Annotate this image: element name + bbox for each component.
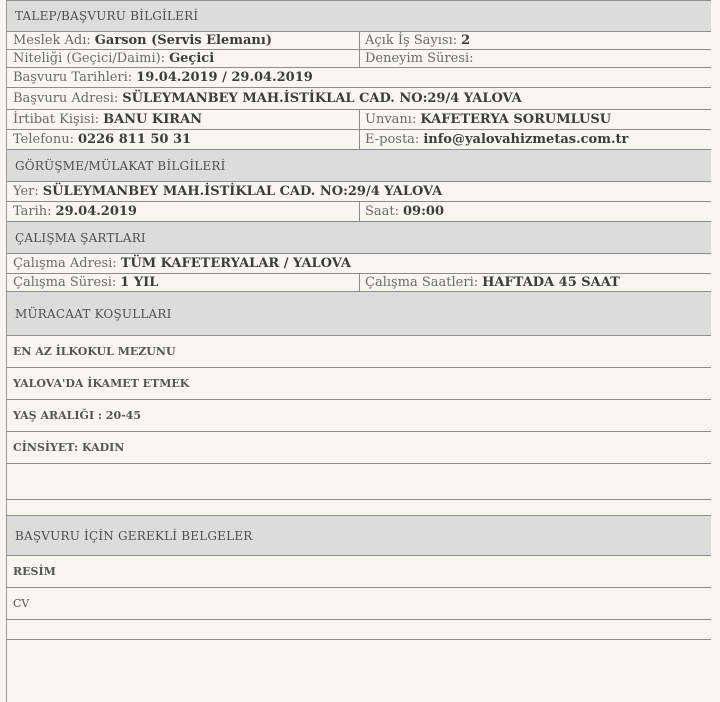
calisma-saat-value: HAFTADA 45 SAAT — [482, 275, 620, 290]
row-nitelik — [7, 50, 711, 68]
row-basvuru-tarih — [7, 68, 711, 88]
condition-text: YAŞ ARALIĞI : 20-45 — [13, 409, 141, 422]
irtibat-label: İrtibat Kişisi: — [13, 112, 100, 127]
deneyim-label: Deneyim Süresi: — [365, 51, 474, 66]
section-header-belgeler — [7, 516, 711, 556]
adres-value: SÜLEYMANBEY MAH.İSTİKLAL CAD. NO:29/4 YALOVA — [122, 91, 522, 106]
section-title: BAŞVURU İÇİN GEREKLİ BELGELER — [15, 528, 253, 543]
blank-row — [7, 620, 711, 640]
acik-value: 2 — [461, 33, 471, 48]
calisma-saat-label: Çalışma Saatleri: — [365, 275, 479, 290]
row-yer — [7, 182, 711, 202]
row-basvuru-adres — [7, 88, 711, 110]
muracaat-item — [7, 336, 711, 368]
condition-text: CİNSİYET: KADIN — [13, 441, 125, 454]
muracaat-item — [7, 432, 711, 464]
row-meslek — [7, 32, 711, 50]
nitelik-label: Niteliği (Geçici/Daimi): — [13, 51, 166, 66]
irtibat-value: BANU KIRAN — [103, 112, 203, 127]
telefon-value: 0226 811 50 31 — [77, 132, 192, 147]
row-calisma-adres — [7, 254, 711, 274]
muracaat-item — [7, 400, 711, 432]
calisma-adres-value: TÜM KAFETERYALAR / YALOVA — [120, 256, 351, 271]
tarih-value: 19.04.2019 / 29.04.2019 — [136, 70, 313, 85]
calisma-sure-label: Çalışma Süresi: — [13, 275, 117, 290]
meslek-value: Garson (Servis Elemanı) — [94, 33, 272, 48]
section-header-muracaat — [7, 292, 711, 336]
acik-cell — [359, 32, 470, 49]
section-title: GÖRÜŞME/MÜLAKAT BİLGİLERİ — [15, 158, 226, 173]
blank-row — [7, 464, 711, 500]
section-title: MÜRACAAT KOŞULLARI — [15, 306, 172, 321]
yer-value: SÜLEYMANBEY MAH.İSTİKLAL CAD. NO:29/4 YALOVA — [42, 184, 443, 199]
nitelik-value: Geçici — [169, 51, 215, 66]
calisma-saat-cell — [359, 274, 620, 291]
eposta-value: info@yalovahizmetas.com.tr — [423, 132, 629, 147]
section-header-talep — [7, 0, 711, 32]
condition-text: EN AZ İLKOKUL MEZUNU — [13, 345, 176, 358]
section-header-calisma — [7, 222, 711, 254]
saat-label: Saat: — [365, 204, 400, 219]
calisma-adres-label: Çalışma Adresi: — [13, 256, 117, 271]
acik-label: Açık İş Sayısı: — [365, 33, 458, 48]
tarih-label: Başvuru Tarihleri: — [13, 70, 133, 85]
calisma-sure-value: 1 YIL — [120, 275, 159, 290]
saat-cell — [359, 202, 444, 221]
row-gorusme-tarih — [7, 202, 711, 222]
telefon-label: Telefonu: — [13, 132, 74, 147]
row-irtibat — [7, 110, 711, 130]
yer-label: Yer: — [13, 184, 39, 199]
gorusme-tarih-value: 29.04.2019 — [55, 204, 137, 219]
belge-item — [7, 556, 711, 588]
blank-row — [7, 500, 711, 516]
saat-value: 09:00 — [403, 204, 444, 219]
section-header-gorusme — [7, 150, 711, 182]
row-calisma-sure — [7, 274, 711, 292]
section-title: TALEP/BAŞVURU BİLGİLERİ — [15, 9, 199, 23]
belge-item — [7, 588, 711, 620]
meslek-label: Meslek Adı: — [13, 33, 91, 48]
eposta-label: E-posta: — [365, 132, 420, 147]
unvan-cell — [359, 110, 611, 129]
job-posting-document — [6, 0, 711, 702]
row-telefon — [7, 130, 711, 150]
unvan-label: Unvanı: — [365, 112, 417, 127]
eposta-cell — [359, 130, 628, 149]
condition-text: YALOVA'DA İKAMET ETMEK — [13, 377, 190, 390]
adres-label: Başvuru Adresi: — [13, 91, 119, 106]
document-text: RESİM — [13, 565, 56, 578]
section-title: ÇALIŞMA ŞARTLARI — [15, 230, 146, 245]
gorusme-tarih-label: Tarih: — [13, 204, 52, 219]
unvan-value: KAFETERYA SORUMLUSU — [420, 112, 612, 127]
muracaat-item — [7, 368, 711, 400]
deneyim-cell — [359, 50, 474, 67]
document-text: CV — [13, 597, 30, 610]
